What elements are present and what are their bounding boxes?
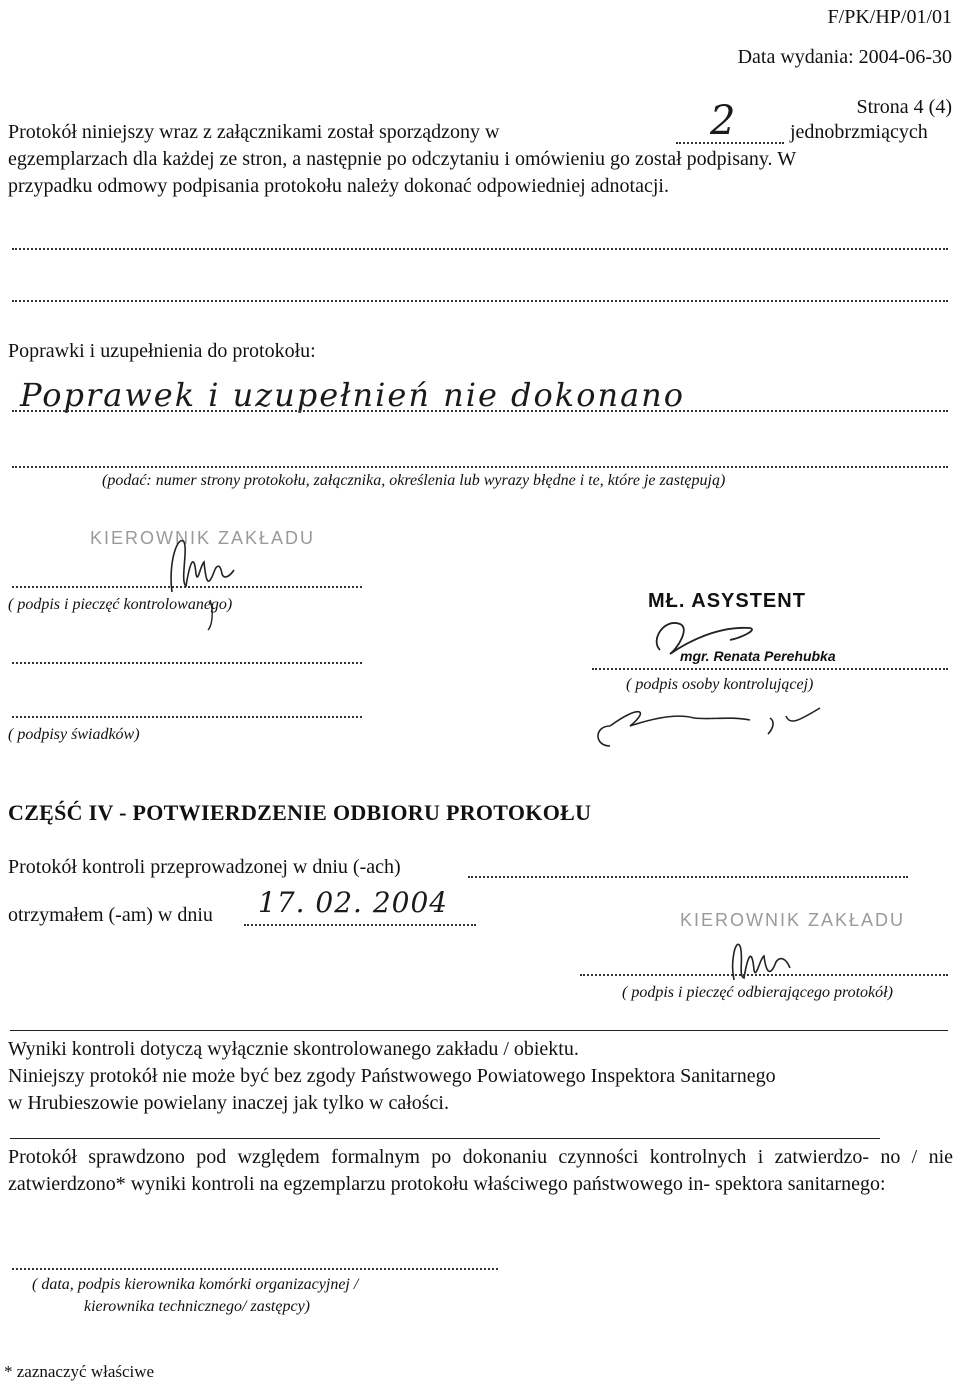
issue-date: Data wydania: 2004-06-30	[737, 46, 952, 68]
received-date-dotted-line	[244, 924, 476, 926]
intro-line-3: przypadku odmowy podpisania protokołu należy dokonać odpowiedniej adnotacji.	[8, 175, 669, 197]
corrections-dotted-line-1	[12, 410, 948, 412]
notes-line-2: Niniejszy protokół nie może być bez zgody Państwowego Powiatowego Inspektora Sanitarnego	[8, 1065, 776, 1087]
blank-dotted-line-2	[12, 300, 948, 302]
divider-rule-1	[10, 1030, 948, 1031]
received-label: otrzymałem (-am) w dniu	[8, 904, 213, 926]
verification-caption-1: ( data, podpis kierownika komórki organizacyjnej /	[32, 1276, 359, 1293]
footnote: * zaznaczyć właściwe	[4, 1362, 155, 1381]
second-signature-scribble	[590, 696, 830, 754]
witnesses-caption: ( podpisy świadków)	[8, 726, 140, 743]
faded-stamp-right: KIEROWNIK ZAKŁADU	[680, 910, 906, 930]
copies-handwritten: 2	[710, 98, 736, 144]
control-date-label: Protokół kontroli przeprowadzonej w dniu (-ach)	[8, 856, 401, 878]
part4-heading: CZĘŚĆ IV - POTWIERDZENIE ODBIORU PROTOKOŁU	[8, 800, 592, 825]
witnesses-line-1	[12, 662, 362, 664]
inspector-stamp-name: mgr. Renata Perehubka	[680, 648, 836, 664]
inspector-caption: ( podpis osoby kontrolującej)	[626, 676, 814, 693]
verification-caption-2: kierownika technicznego/ zastępcy)	[84, 1298, 310, 1315]
inspector-stamp-title: MŁ. ASYSTENT	[648, 590, 806, 612]
verification-text: Protokół sprawdzono pod względem formalnym po dokonaniu czynności kontrolnych i zatwierdzo- no / nie zatwierdzono* wyniki kontroli na egzemplarzu protokołu właściwego państwowego in- spektora sanitarnego:	[8, 1146, 953, 1195]
blank-dotted-line-1	[12, 248, 948, 250]
notes-line-1: Wyniki kontroli dotyczą wyłącznie skontrolowanego zakładu / obiektu.	[8, 1038, 579, 1060]
controlled-caption: ( podpis i pieczęć kontrolowanego)	[8, 596, 233, 613]
control-date-dotted-line	[468, 876, 908, 878]
page-number: Strona 4 (4)	[856, 96, 952, 118]
intro-line-1b: jednobrzmiących	[790, 121, 928, 143]
corrections-handwritten: Poprawek i uzupełnień nie dokonano	[20, 376, 686, 414]
intro-line-1a: Protokół niniejszy wraz z załącznikami został sporządzony w	[8, 121, 500, 143]
receiver-signature-line	[580, 974, 948, 976]
verification-signature-line	[12, 1268, 498, 1270]
intro-line-2: egzemplarzach dla każdej ze stron, a następnie po odczytaniu i omówieniu go został podpisany. W	[8, 148, 797, 170]
corrections-caption: (podać: numer strony protokołu, załącznika, określenia lub wyrazy błędne i te, które je zastępują)	[102, 472, 726, 489]
witnesses-line-2	[12, 716, 362, 718]
received-date-handwritten: 17. 02. 2004	[258, 886, 449, 919]
inspector-signature-line	[592, 668, 948, 670]
controlled-signature-line	[12, 586, 362, 588]
document-code: F/PK/HP/01/01	[827, 6, 952, 28]
controlled-signature-scribble	[150, 522, 260, 632]
receiver-signature-scribble	[720, 930, 830, 990]
corrections-label: Poprawki i uzupełnienia do protokołu:	[8, 340, 316, 362]
faded-stamp-left: KIEROWNIK ZAKŁADU	[90, 528, 316, 548]
notes-line-3: w Hrubieszowie powielany inaczej jak tylko w całości.	[8, 1092, 449, 1114]
receiver-caption: ( podpis i pieczęć odbierającego protokół)	[622, 984, 893, 1001]
divider-rule-2	[10, 1138, 880, 1139]
corrections-dotted-line-2	[12, 466, 948, 468]
